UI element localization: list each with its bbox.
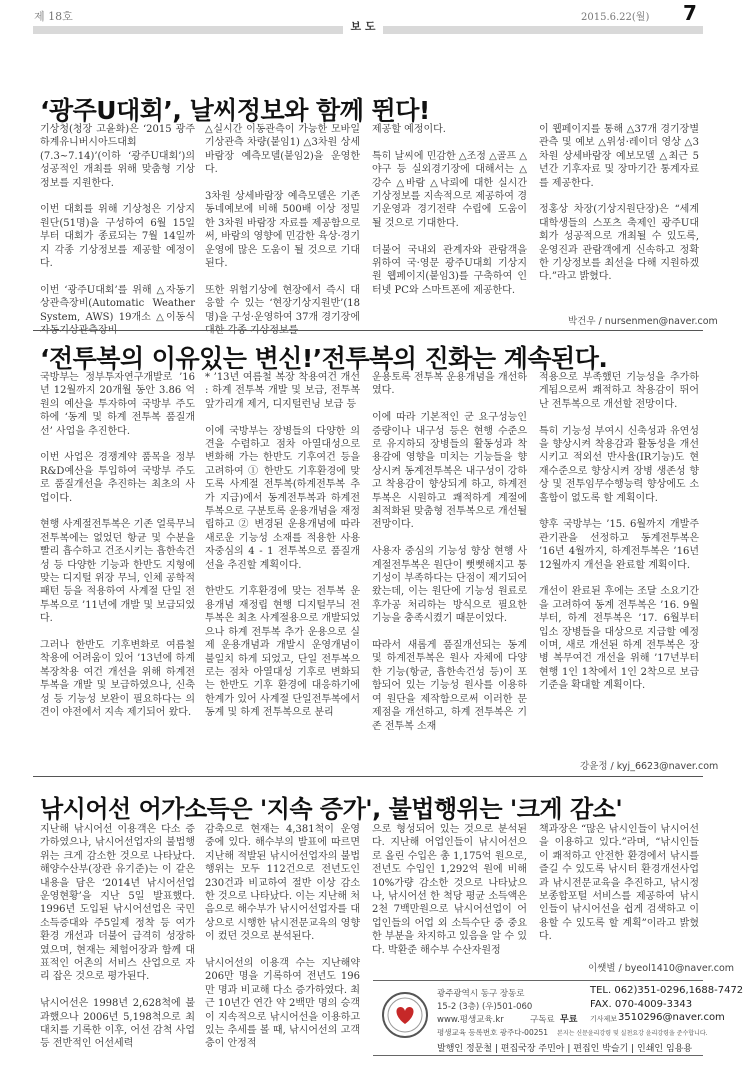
footer-email: 3510296@naver.com — [618, 1012, 725, 1023]
issue-date: 2015.6.22(월) — [581, 12, 650, 23]
publisher-logo-icon — [380, 990, 430, 1040]
article2-column-3: 운용토록 전투복 운용개념을 개선하였다. 이에 따라 기본적인 군 요구성능인 증량이나 내구성 등은 현행 수준으로 유지하되 장병들의 활동성과 착용감에 영향을 미치는 기능들을 향상시켜 동계전투복은 내구성이 강하고 착용감이 향상되게 하고, 하계전투복은 시원하고 쾌적하게 계절에 최적화된 맞춤형 전투복으로 개선될 전망이다. 사용자 중심의 기능성 향상 현행 사계절전투복은 원단이 뻣뻣해지고 통기성이 부족하다는 단점이 제기되어 왔는데, 이는 원단에 기능성 원료로 후가공 처리하는 방식으로 필요한 기능을 충족시켰기 때문이었다. 따라서 새롭게 품질개선되는 동계 및 하계전투복은 원사 자체에 다양한 기능(항균, 흡한속건성 등)이 포함되어 있는 기능성 원사를 이용하여 원단을 제작함으로써 이러한 문제점을 개선하고, 하계 전투복은 기존 전투복 소재 — [372, 372, 527, 732]
section-label: 보 도 — [343, 18, 383, 35]
footer-registration: 평생교육 등록번호 광주다-00251 — [437, 1028, 549, 1037]
separator-1 — [33, 330, 703, 331]
article2-byline: 강윤정 / kyj_6623@naver.com — [580, 761, 719, 772]
article1-column-4: 이 웹페이지를 통해 △37개 경기장별 관측 및 예보 △위성·레이더 영상 △3차원 상세바람장 예보모델 △최근 5년간 기후자료 및 장마기간 통계자료를 제공한다. 정홍상 차장(기상지원단장)은 “세계 대학생들의 스포츠 축제인 광주U대회가 성공적으로 개최될 수 있도록, 운영진과 관람객에게 신속하고 정확한 기상정보를 최선을 다해 지원하겠다.”라고 밝혔다. — [539, 124, 699, 283]
page-number: 7 — [683, 1, 697, 25]
footer-price-label: 구독료 — [530, 1015, 555, 1025]
article3-headline: 낚시어선 어가소득은 '지속 증가', 불법행위는 '크게 감소' — [40, 795, 623, 823]
article1-column-1: 기상청(청장 고윤화)은 ‘2015 광주하계유니버시아드대회(7.3~7.14)’(이하 ‘광주U대회’)의 성공적인 개최를 위해 맞춤형 기상정보를 지원한다. 이번 대회를 위해 기상청은 기상지원단(51명)을 구성하여 6월 15일부터 대회가 종료되는 7월 14일까지 각종 기상정보를 제공할 예정이다. 이번 ‘광주U대회’를 위해 △자동기상관측장비(Automatic Weather System, AWS) 19개소 △이동식 — [40, 124, 195, 323]
article3-byline: 이쌧별 / byeol1410@naver.com — [588, 963, 735, 974]
article2-column-1: 국방부는 정부투자연구개발로 ’16년 12월까지 20개월 동안 3.86 억원의 예산을 투자하여 국방부 주도하에 ‘동계 및 하계 전투복 품질개선’ 사업을 추진한다. 이번 사업은 경쟁계약 품목을 정부 R&D예산을 투입하여 국방부 주도로 품질개선을 추진하는 최초의 사업이다. 현행 사계절전투복은 기존 얼룩무늬 전투복에는 없었던 항균 및 수분을 빨리 흡수하고 건조시키는 흡한속건성 등 다양한 기능과 한반도 지형에 맞는 디지털 위장 무늬, 인체 공학적 패턴 등을 적용하여 사계절 단일 전투복으로 ’11년에 개발 및 보급되었다. 그러나 한반도 기후변화로 여름철 착용에 어려움이 있어 ’13년에 하계 복장착용 여건 개선을 위해 하계전투복을 개발 및 보급하였으나, 신축성 등 기능성 보완이 필요하다는 의견이 야전에서 지속 제기되어 왔다. — [40, 372, 195, 719]
article3-column-2: 감축으로 현재는 4,381척이 운영 중에 있다. 해수부의 발표에 따르면 지난해 적발된 낚시어선업자의 불법행위는 모두 112건으로 전년도인 230건과 비교하여 절반 이상 감소한 것으로 나타났다. 이는 지난해 처음으로 해수부가 낚시어선업자를 대상으로 시행한 낚시전문교육의 영향이 컸던 것으로 분석된다. 낚시어선의 이용객 수는 지난해약 206만 명을 기록하여 전년도 196만 명과 비교해 다소 증가하였다. 최근 10년간 연간 약 2백만 명의 승객이 지속적으로 낚시어선을 이용하고 있는 추세를 볼 때, 낚시어선의 고객층이 안정적 — [205, 824, 360, 1050]
footer-tip-label: 기사제보 — [590, 1015, 618, 1023]
article3-column-3: 으로 형성되어 있는 것으로 분석된다. 지난해 어업인들이 낚시어선으로 올린 수입은 총 1,175억 원으로, 전년도 수입인 1,292억 원에 비해 10%가량 감소한 것으로 나타났으나, 낚시어선 한 척당 평균 소득액은 2천 7백만원으로 낚시어선업이 어업인들의 어업 외 소득수단 중 중요한 부분을 차지하고 있음을 알 수 있다. 박환준 해수부 수산자원정 — [372, 824, 527, 956]
footer-staff: 발행인 정문철 | 편집국장 주민아 | 편집인 박슬기 | 인쇄인 임용용 — [437, 1044, 693, 1054]
footer-address-2: 15-2 (3층) (우)501-060 — [437, 1002, 533, 1012]
footer-tel: TEL. 062)351-0296,1688-7472 — [590, 985, 743, 996]
footer-address: 광주광역시 동구 장동로 — [437, 989, 525, 999]
article2-column-4: 적용으로 부족했던 기능성을 추가하게됨으로써 쾌적하고 착용감이 뛰어난 전투복으로 개선할 전망이다. 특히 기능성 부여시 신축성과 유연성을 향상시켜 착용감과 활동성을 개선시키고 적외선 반사율(IR기능)도 현재수준으로 향상시켜 장병 생존성 향상 및 전투임무수행능력 향상에도 소홀함이 없도록 할 계획이다. 향후 국방부는 ’15. 6월까지 개발주관기관을 선정하고 동계전투복은 ’16년 4월까지, 하계전투복은 ’16년 12월까지 개선을 완료할 계획이다. 개선이 완료된 후에는 조달 소요기간을 고려하여 동계 전투복은 ’16. 9월부터, 하계 전투복은 ’17. 6월부터 입소 장병들을 대상으로 지급할 예정이며, 새로 개선된 하계 전투복은 장병 복무여건 개선을 위해 ’17년부터 현행 1인 1착에서 1인 2착으로 보급기준을 확대할 계획이다. — [539, 372, 699, 692]
footer-fax: FAX. 070-4009-3343 — [590, 999, 693, 1010]
footer-ethics-note: 본지는 신문윤리강령 및 실천요강 윤리강령을 준수합니다. — [557, 1030, 708, 1037]
issue-number: 제 18호 — [34, 10, 73, 23]
footer-website-link[interactable]: www.평생교육.kr — [437, 1015, 504, 1025]
separator-2 — [33, 776, 703, 777]
article2-headline: ‘전투복의 이유있는 변신!’전투복의 진화는 계속된다. — [40, 344, 608, 373]
article1-headline: ‘광주U대회’, 날씨정보와 함께 뛴다! — [40, 96, 430, 125]
article2-column-2: * ’13년 여름철 복장 착용여건 개선 : 하계 전투복 개발 및 보급, 전투복 앞가리개 제거, 디지털런닝 보급 등 이에 국방부는 장병들의 다양한 의견을 수렴하고 점차 아열대성으로 변화해 가는 한반도 기후여건 등을 고려하여 ① 한반도 기후환경에 맞도록 사계절 전투복(하계전투복 추가 지급)에서 동계전투복과 하계전투복으로 구분토록 운용개념을 재정립하고 ② 변경된 운용개념에 따라 새로운 기능성 소재를 적용한 사용자중심의 4 - 1 전투복으로 품질개선을 추진할 계획이다. 한반도 기후환경에 맞는 전투복 운용개념 재정립 현행 디지털무늬 전투복은 최초 사계절용으로 개발되었으나 하계 전투복 추가 운용으로 실제 운용개념과 개발시 운영개념이 불일치 하게 되었고, 단일 전투복으로는 점차 아열대성 기후로 변화되는 한반도 기후 환경에 대응하기에 한계가 있어 사계절 단일전투복에서 동계 및 하계 전투복으로 분리 — [205, 372, 360, 719]
article3-column-4: 책과장은 “많은 낚시인들이 낚시어선을 이용하고 있다.”라며, “낚시인들이 쾌적하고 안전한 환경에서 낚시를 즐길 수 있도록 낚시터 환경개선사업과 낚시전문교육을 추진하고, 낚시정보종합포털 서비스를 제공하여 낚시인들이 낚시어선을 쉽게 검색하고 이용할 수 있도록 할 계획”이라고 밝혔다. — [539, 824, 699, 943]
article1-byline: 박건우 / nursenmen@naver.com — [568, 316, 718, 327]
footer-price: 무료 — [560, 1015, 578, 1025]
article3-column-1: 지난해 낚시어선 이용객은 다소 증가하였으나, 낚시어선업자의 불법행위는 크게 감소한 것으로 나타났다. 해양수산부(장관 유기준)는 이 같은 내용을 담은 ‘2014년 낚시어선업 운영현황’을 지난 5일 발표했다. 1996년 도입된 낚시어선업은 국민소득증대와 주5일제 정착 등 여가 환경 개선과 더불어 급격히 성장하였으며, 현재는 체험어장과 함께 대표적인 어촌의 서비스 산업으로 자리 잡은 것으로 평가된다. 낚시어선은 1998년 2,628척에 불과했으나 2006년 5,198척으로 최대치를 기록한 이후, 어선 감척 사업 등 전반적인 어선세력 — [40, 824, 195, 1050]
article1-column-2: △실시간 이동관측이 가능한 모바일 기상관측 차량(붙임1) △3차원 상세바람장 예측모델(붙임2)을 운영한다. 3차원 상세바람장 예측모델은 기존 동네예보에 비해 500배 이상 정밀한 3차원 바람장 자료를 제공함으로써, 바람의 영향에 민감한 육상·경기운영에 많은 도움이 될 것으로 기대된다. 또한 위험기상에 현장에서 즉시 대응할 수 있는 ‘현장기상지원반’(18명)을 구성·운영하여 37개 경기장에 — [205, 124, 360, 323]
article1-column-3: 제공할 예정이다. 특히 날씨에 민감한 △조정 △골프 △야구 등 실외경기장에 대해서는 △강수 △바람 △낙뢰에 대한 실시간 기상정보를 지속적으로 제공하여 경기운영과 경기전략 수립에 도움이 될 것으로 기대한다. 더불어 국내외 관계자와 관람객을 위하여 국·영문 광주U대회 기상지원 웹페이지(붙임3)를 구축하여 인터넷 PC와 스마트폰에 제공한다. — [372, 124, 527, 296]
